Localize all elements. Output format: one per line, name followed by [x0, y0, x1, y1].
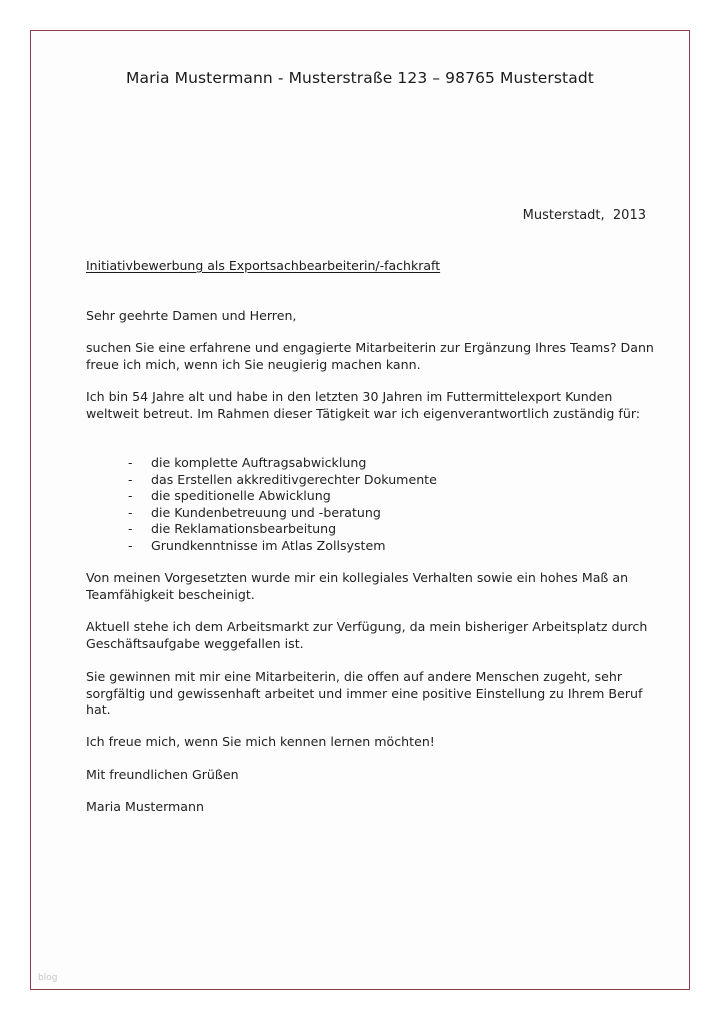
- list-item-text: das Erstellen akkreditivgerechter Dokumente: [151, 471, 437, 487]
- watermark-text: blog: [38, 973, 58, 983]
- salutation: Sehr geehrte Damen und Herren,: [86, 308, 297, 323]
- responsibility-list: [128, 455, 437, 555]
- list-item: [128, 455, 437, 472]
- letter-date: Musterstadt, 2013: [522, 208, 646, 223]
- list-item-text: die Reklamationsbearbeitung: [151, 521, 337, 537]
- paragraph-intro: suchen Sie eine erfahrene und engagierte Mitarbeiterin zur Ergänzung Ihres Teams? Dann freue ich mich, wenn ich Sie neugierig machen kann.: [86, 340, 654, 372]
- signature-name: Maria Mustermann: [86, 799, 204, 814]
- bullet-dash: -: [128, 471, 133, 487]
- paragraph-references: Von meinen Vorgesetzten wurde mir ein kollegiales Verhalten sowie ein hohes Maß an Teamfähigkeit bescheinigt.: [86, 570, 629, 602]
- list-item: [128, 505, 437, 522]
- paragraph-experience: Ich bin 54 Jahre alt und habe in den letzten 30 Jahren im Futtermittelexport Kunden weltweit betreut. Im Rahmen dieser Tätigkeit war ich eigenverantwortlich zuständig für:: [86, 389, 641, 421]
- paragraph-availability: Aktuell stehe ich dem Arbeitsmarkt zur Verfügung, da mein bisheriger Arbeitsplatz durch Geschäftsaufgabe weggefallen ist.: [86, 619, 648, 651]
- list-item-text: die komplette Auftragsabwicklung: [151, 455, 367, 470]
- bullet-dash: -: [128, 521, 133, 537]
- bullet-dash: -: [128, 455, 133, 470]
- list-item: [128, 472, 437, 489]
- bullet-dash: -: [128, 488, 133, 504]
- list-item-text: die Kundenbetreuung und -beratung: [151, 504, 381, 520]
- list-item: [128, 488, 437, 505]
- paragraph-qualities: Sie gewinnen mit mir eine Mitarbeiterin, die offen auf andere Menschen zugeht, sehr sorgfältig und gewissenhaft arbeitet und immer eine positive Einstellung zu Ihrem Beruf hat.: [86, 669, 643, 717]
- closing-phrase: Mit freundlichen Grüßen: [86, 767, 239, 782]
- sender-address: Maria Mustermann - Musterstraße 123 – 98765 Musterstadt: [126, 69, 594, 87]
- bullet-dash: -: [128, 537, 133, 553]
- list-item: [128, 521, 437, 538]
- list-item-text: die speditionelle Abwicklung: [151, 488, 331, 504]
- list-item: [128, 538, 437, 555]
- list-item-text: Grundkenntnisse im Atlas Zollsystem: [151, 537, 386, 553]
- bullet-dash: -: [128, 504, 133, 520]
- letter-subject: Initiativbewerbung als Exportsachbearbeiterin/-fachkraft: [86, 258, 441, 273]
- paragraph-closing-remark: Ich freue mich, wenn Sie mich kennen lernen möchten!: [86, 734, 435, 749]
